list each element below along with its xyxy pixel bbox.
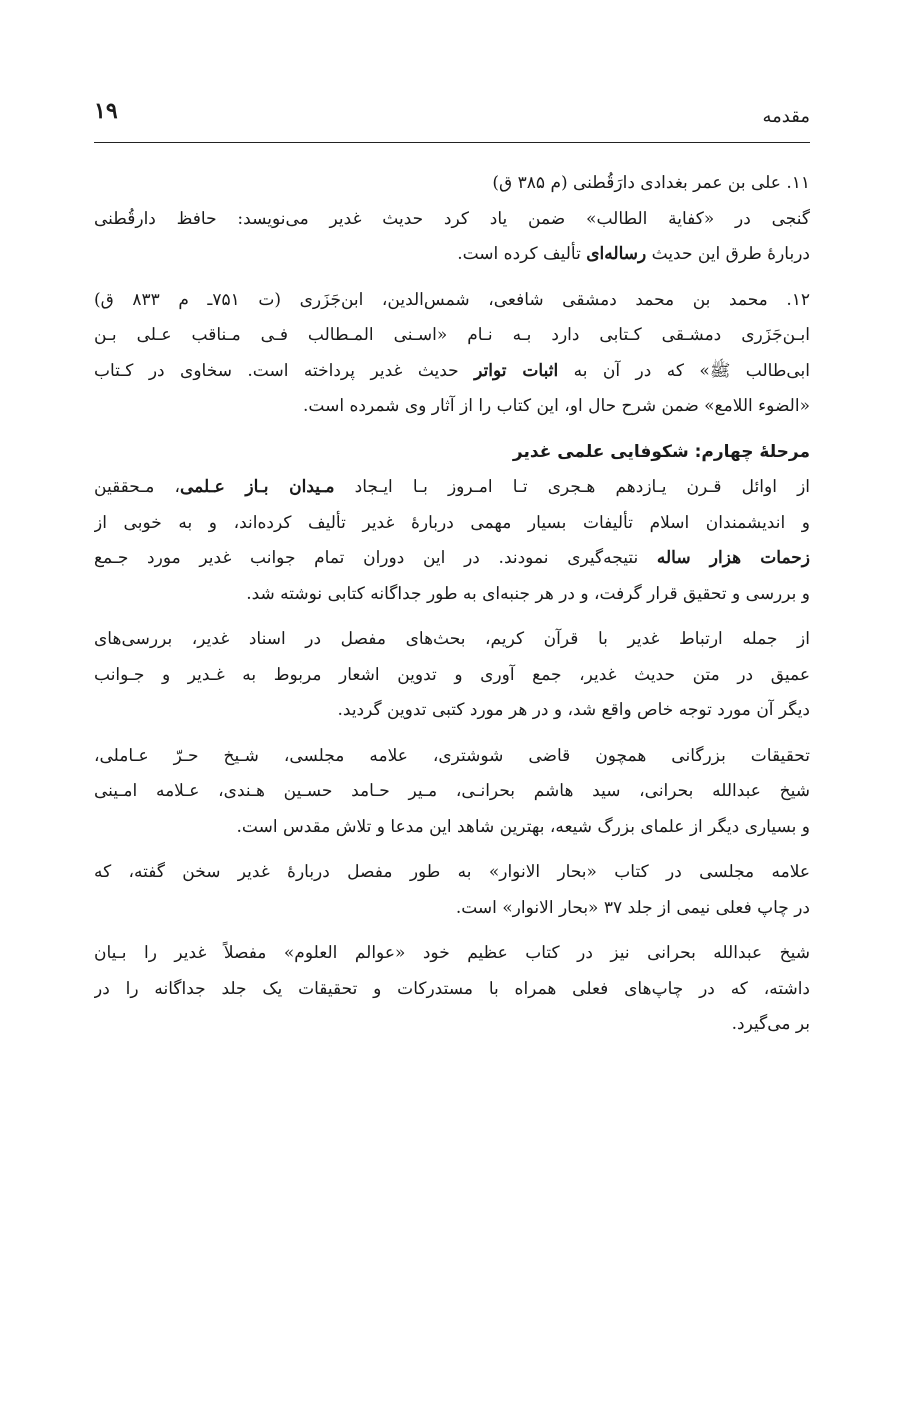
text-line xyxy=(94,577,810,613)
paragraph xyxy=(94,283,810,319)
body-text xyxy=(94,166,810,1043)
paragraph xyxy=(94,166,810,202)
text-run: از جمله ارتباط غدیر با قرآن کریم، بحث‌های مفصل در اسناد غدیر، بررسی‌های xyxy=(94,629,810,649)
bold-text-run: زحمات هزار ساله xyxy=(656,548,810,568)
text-line xyxy=(94,318,810,354)
text-run: عمیق در متن حدیث غدیر، جمع آوری و تدوین اشعار مربوط به غـدیر و جـوانب xyxy=(94,664,810,685)
paragraph xyxy=(94,936,810,1043)
running-section-title: مقدمه xyxy=(762,106,810,127)
text-run: ابـن‌جَزَری دمشـقی کـتابی دارد بـه نـام «اسـنی المـطالب فـی مـناقب عـلی بـن xyxy=(94,325,810,345)
text-run: شیخ عبدالله بحرانی، سید هاشم بحرانـی، مـیر حـامد حسـین هـندی، عـلامه امـینی xyxy=(94,781,810,801)
text-line xyxy=(94,470,810,506)
text-run: علامه مجلسی در کتاب «بحار الانوار» به طور مفصل دربارۀ غدیر سخن گفته، که xyxy=(94,862,810,882)
text-run: مرحلۀ چهارم: شکوفایی علمی غدیر xyxy=(512,441,810,462)
text-run: و اندیشمندان اسلام تألیفات بسیار مهمی دربارۀ غدیر تألیف کرده‌اند، و به خوبی از xyxy=(94,512,810,533)
text-run: «الضوء اللامع» ضمن شرح حال او، این کتاب را از آثار وی شمرده است. xyxy=(303,396,810,416)
text-line xyxy=(94,202,810,238)
text-run: ، مـحققین xyxy=(94,477,180,497)
paragraph-gap xyxy=(94,425,810,435)
paragraph xyxy=(94,739,810,846)
text-line xyxy=(94,166,810,202)
bold-text-run: مـیدان بـاز عـلمی xyxy=(179,477,335,497)
text-run: ۱۲. محمد بن محمد دمشقی شافعی، شمس‌الدین، ابن‌جَزَری (ت ۷۵۱ـ م ۸۳۳ ق) xyxy=(94,289,810,310)
paragraph-gap xyxy=(94,273,810,283)
bold-text-run: اثبات تواتر xyxy=(474,360,559,381)
text-line xyxy=(94,435,810,471)
paragraph-gap xyxy=(94,612,810,622)
text-run: گنجی در «کفایة الطالب» ضمن یاد کرد حدیث غدیر می‌نویسد: حافظ دارقُطنی xyxy=(94,208,810,229)
text-run: از اوائل قـرن یـازدهم هـجری تـا امـروز بـا ایـجاد xyxy=(334,477,810,497)
bold-text-run: رساله‌ای xyxy=(586,244,647,264)
text-line xyxy=(94,506,810,542)
text-run: داشته، که در چاپ‌های فعلی همراه با مستدرکات و تحقیقات یک جلد جداگانه را در xyxy=(94,978,810,999)
text-run: دیگر آن مورد توجه خاص واقع شد، و در هر مورد کتبی تدوین گردید. xyxy=(337,700,810,720)
paragraph-gap xyxy=(94,845,810,855)
paragraph xyxy=(94,855,810,926)
text-line xyxy=(94,810,810,846)
text-run: تحقیقات بزرگانی همچون قاضی شوشتری، علامه مجلسی، شـیخ حـرّ عـاملی، xyxy=(94,745,810,766)
paragraph xyxy=(94,318,810,425)
text-run: حدیث غدیر پرداخته است. سخاوی در کـتاب xyxy=(94,360,475,381)
text-run: بر می‌گیرد. xyxy=(731,1014,810,1034)
text-run: دربارۀ طرق این حدیث xyxy=(646,244,810,264)
text-line xyxy=(94,972,810,1008)
text-line xyxy=(94,354,810,390)
page-header xyxy=(94,96,810,143)
text-run: ۱۱. علی بن عمر بغدادی دارَقُطنی (م ۳۸۵ ق) xyxy=(492,173,810,193)
text-run: نتیجه‌گیری نمودند. در این دوران تمام جوانب غدیر مورد جـمع xyxy=(94,548,657,568)
text-line xyxy=(94,622,810,658)
paragraph xyxy=(94,622,810,729)
text-line xyxy=(94,774,810,810)
section-heading xyxy=(94,435,810,471)
text-line xyxy=(94,541,810,577)
text-run: ابی‌طالب ﷺ» که در آن به xyxy=(558,360,810,381)
text-line xyxy=(94,1007,810,1043)
page-number: ۱۹ xyxy=(94,98,118,124)
paragraph xyxy=(94,470,810,612)
text-line xyxy=(94,237,810,273)
text-run: شیخ عبدالله بحرانی نیز در کتاب عظیم خود «عوالم العلوم» مفصلاً غدیر را بـیان xyxy=(94,943,810,963)
text-line xyxy=(94,739,810,775)
text-line xyxy=(94,855,810,891)
text-run: و بررسی و تحقیق قرار گرفت، و در هر جنبه‌ای به طور جداگانه کتابی نوشته شد. xyxy=(246,583,810,604)
paragraph xyxy=(94,202,810,273)
text-line xyxy=(94,658,810,694)
text-line xyxy=(94,891,810,927)
paragraph-gap xyxy=(94,729,810,739)
text-run: و بسیاری دیگر از علمای بزرگ شیعه، بهترین شاهد این مدعا و تلاش مقدس است. xyxy=(236,816,810,837)
text-line xyxy=(94,389,810,425)
text-run: تألیف کرده است. xyxy=(457,244,587,264)
text-line xyxy=(94,283,810,319)
text-line xyxy=(94,936,810,972)
paragraph-gap xyxy=(94,926,810,936)
text-run: در چاپ فعلی نیمی از جلد ۳۷ «بحار الانوار» است. xyxy=(455,897,810,918)
text-line xyxy=(94,693,810,729)
